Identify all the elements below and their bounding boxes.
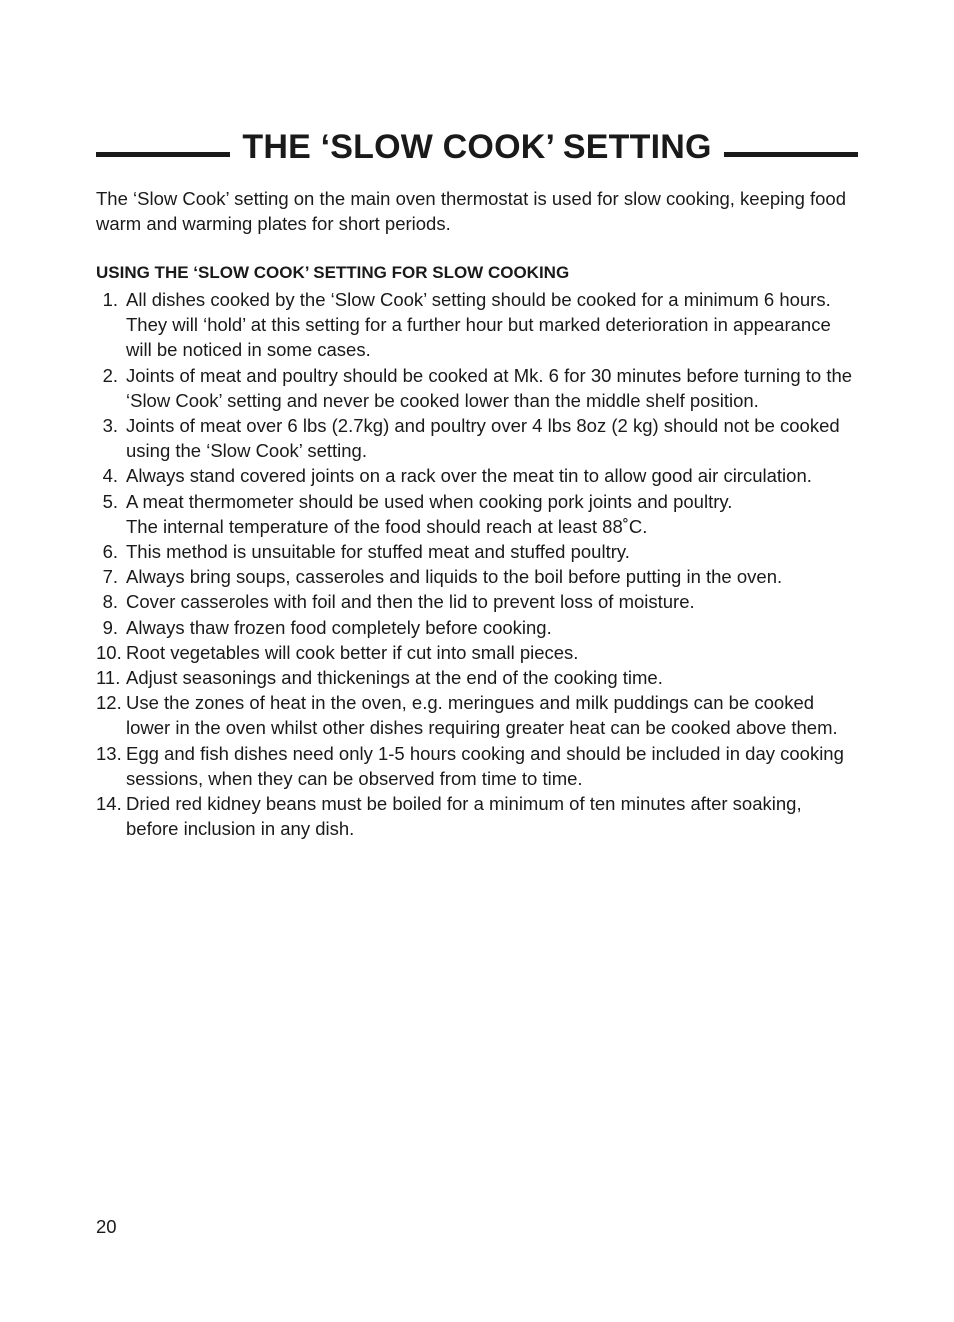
- step-number: 5.: [102, 490, 118, 512]
- step-number: 6.: [102, 541, 118, 563]
- list-item: [96, 615, 858, 640]
- list-item: [96, 564, 858, 589]
- title-row: [96, 124, 858, 170]
- step-number: 11.: [96, 667, 121, 689]
- step-text: Joints of meat and poultry should be cooked at Mk. 6 for 30 minutes before turning to the ‘Slow Cook’ setting and never be cooked lower than the middle shelf position.: [126, 364, 853, 411]
- step-text: Joints of meat over 6 lbs (2.7kg) and poultry over 4 lbs 8oz (2 kg) should not be cooked using the ‘Slow Cook’ setting.: [126, 415, 840, 462]
- step-number: 2.: [102, 364, 118, 386]
- list-item: [96, 413, 858, 463]
- steps-list: [96, 287, 858, 841]
- list-item: [96, 791, 858, 841]
- step-number: 9.: [102, 616, 118, 638]
- step-number: 1.: [102, 289, 118, 310]
- step-text: Dried red kidney beans must be boiled for a minimum of ten minutes after soaking, before inclusion in any dish.: [126, 793, 802, 840]
- list-item: [96, 489, 858, 539]
- step-text: Root vegetables will cook better if cut into small pieces.: [126, 641, 579, 663]
- step-text: A meat thermometer should be used when cooking pork joints and poultry. The internal temperature of the food should reach at least 88˚C.: [126, 490, 733, 537]
- step-text: Adjust seasonings and thickenings at the end of the cooking time.: [126, 667, 663, 689]
- step-number: 3.: [102, 415, 118, 437]
- step-text: Always bring soups, casseroles and liquids to the boil before putting in the oven.: [126, 566, 783, 588]
- list-item: [96, 690, 858, 740]
- list-item: [96, 287, 858, 363]
- step-text: This method is unsuitable for stuffed meat and stuffed poultry.: [126, 541, 630, 563]
- list-item: [96, 463, 858, 488]
- step-text: Always thaw frozen food completely before cooking.: [126, 616, 552, 638]
- title-rule-left: [96, 152, 230, 157]
- list-item: [96, 665, 858, 690]
- list-item: [96, 589, 858, 614]
- step-number: 7.: [102, 566, 118, 588]
- page-number: 20: [96, 1216, 117, 1237]
- step-number: 12.: [96, 692, 122, 714]
- step-text: Egg and fish dishes need only 1-5 hours cooking and should be included in day cooking sessions, when they can be observed from time to time.: [126, 742, 844, 789]
- intro-paragraph: The ‘Slow Cook’ setting on the main oven thermostat is used for slow cooking, keeping food warm and warming plates for short periods.: [96, 188, 846, 234]
- list-item: [96, 640, 858, 665]
- step-number: 13.: [96, 742, 122, 764]
- section-heading: USING THE ‘SLOW COOK’ SETTING FOR SLOW COOKING: [96, 263, 570, 282]
- step-text: All dishes cooked by the ‘Slow Cook’ setting should be cooked for a minimum 6 hours. They will ‘hold’ at this setting for a further hour but marked deterioration in appearance will be noticed in some cases.: [126, 289, 831, 361]
- list-item: [96, 539, 858, 564]
- page-title: THE ‘SLOW COOK’ SETTING: [242, 128, 712, 166]
- step-text: Cover casseroles with foil and then the lid to prevent loss of moisture.: [126, 591, 695, 613]
- step-number: 4.: [102, 465, 118, 487]
- step-number: 8.: [102, 591, 118, 613]
- step-text: Always stand covered joints on a rack over the meat tin to allow good air circulation.: [126, 465, 812, 487]
- step-text: Use the zones of heat in the oven, e.g. meringues and milk puddings can be cooked lower in the oven whilst other dishes requiring greater heat can be cooked above them.: [126, 692, 838, 739]
- list-item: [96, 741, 858, 791]
- step-number: 14.: [96, 793, 122, 815]
- step-number: 10.: [96, 641, 122, 663]
- list-item: [96, 363, 858, 413]
- title-rule-right: [724, 152, 858, 157]
